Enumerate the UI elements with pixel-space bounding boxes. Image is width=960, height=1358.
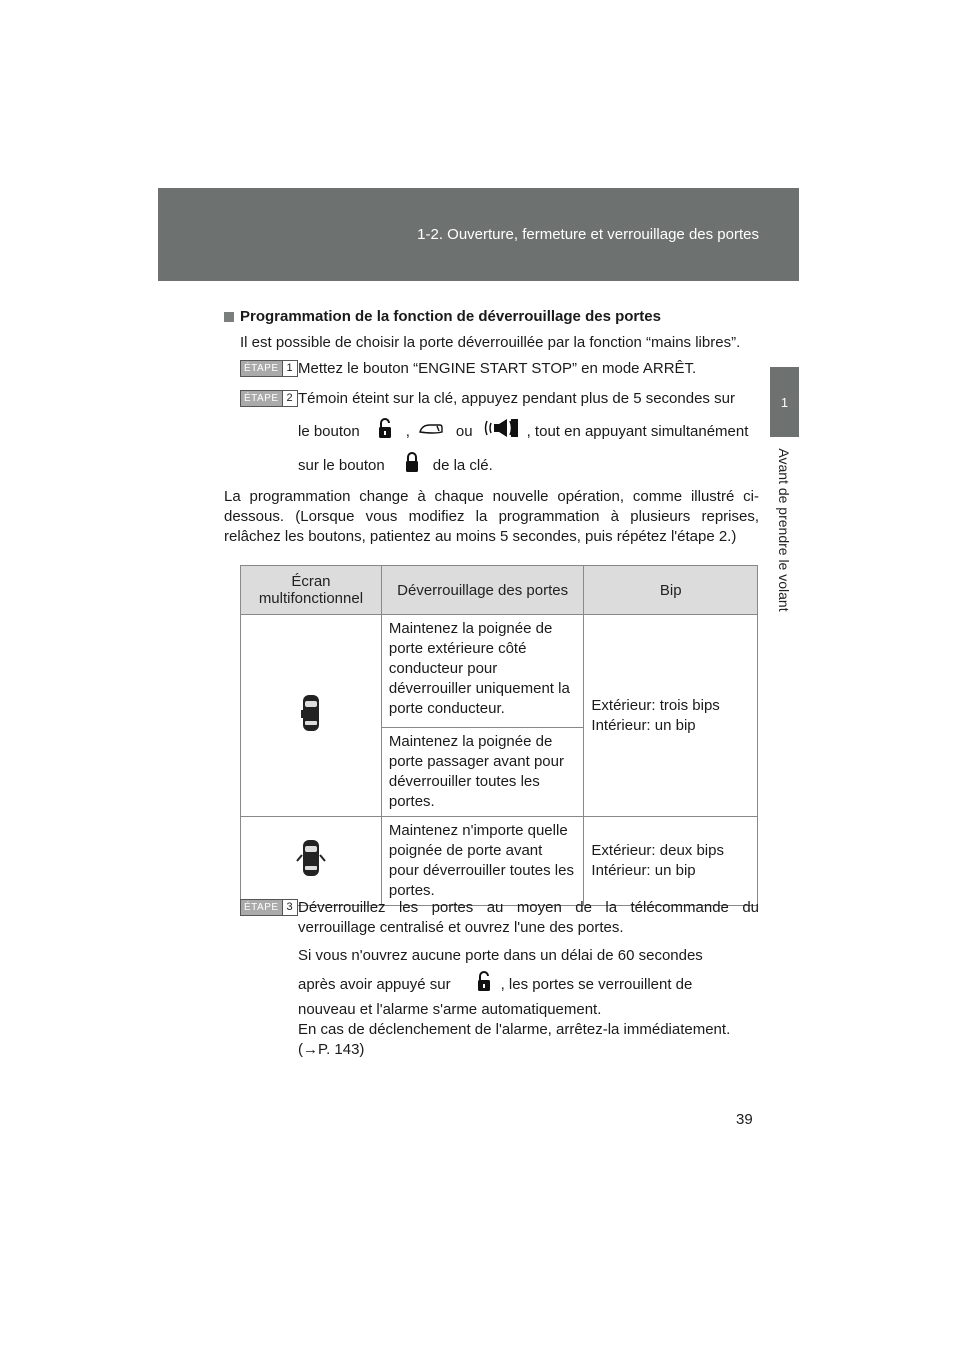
step-badge: ÉTAPE 2 [240, 390, 298, 407]
bip-cell: Extérieur: deux bips Intérieur: un bip [584, 817, 758, 906]
table-header-row [241, 566, 758, 615]
display-cell [241, 615, 382, 817]
table-row [241, 615, 758, 728]
step-1 [224, 359, 759, 379]
step-3-note-b: après avoir appuyé sur , les portes se verrouillent de [298, 970, 759, 1000]
step-text: Témoin éteint sur la clé, appuyez pendant plus de 5 secondes sur [298, 390, 735, 407]
table-header: Écran multifonctionnel [241, 566, 382, 615]
section-intro: Il est possible de choisir la porte déverrouillée par la fonction “mains libres”. [240, 334, 741, 351]
table-header: Bip [584, 566, 758, 615]
step-2-line3: sur le bouton de la clé. [298, 451, 759, 481]
step-text: Mettez le bouton “ENGINE START STOP” en mode ARRÊT. [298, 360, 697, 377]
unlock-icon [477, 970, 491, 1000]
section-title [224, 308, 759, 325]
step-2-line2: le bouton , ou , tout en appuyant simultanément [298, 417, 759, 447]
door-cell: Maintenez la poignée de porte passager avant pour déverrouiller toutes les portes. [381, 728, 584, 817]
table-row [241, 817, 758, 906]
header-bar [158, 188, 799, 281]
step-3-note-e: (→P. 143) [298, 1041, 365, 1058]
bip-cell: Extérieur: trois bips Intérieur: un bip [584, 615, 758, 817]
program-note: La programmation change à chaque nouvelle opération, comme illustré ci-dessous. (Lorsque vous modifiez la programmation à plusieurs reprises, relâchez les boutons, patientez au moins 5 secondes, puis répétez l'étape 2.) [224, 488, 759, 545]
lock-icon [405, 451, 419, 481]
trunk-icon [418, 420, 444, 444]
header-title: 1-2. Ouverture, fermeture et verrouillage des portes [417, 226, 759, 243]
step-3-block [224, 898, 759, 1060]
step-3-note-a: Si vous n'ouvrez aucune porte dans un délai de 60 secondes [298, 947, 703, 964]
main-content [224, 300, 759, 547]
step-text: Déverrouillez les portes au moyen de la télécommande du verrouillage centralisé et ouvrez l'une des portes. [298, 899, 759, 936]
chapter-tab [770, 367, 799, 437]
table-header: Déverrouillage des portes [381, 566, 584, 615]
display-cell [241, 817, 382, 906]
bullet-square-icon [224, 312, 234, 322]
programming-table [240, 565, 758, 906]
panic-alarm-icon [483, 417, 519, 447]
unlock-icon [378, 417, 392, 447]
chapter-label: Avant de prendre le volant [776, 448, 792, 612]
step-3-note-d: En cas de déclenchement de l'alarme, arrêtez-la immédiatement. [298, 1021, 731, 1038]
all-doors-car-icon [296, 865, 326, 882]
section-title-text: Programmation de la fonction de déverrouillage des portes [240, 308, 661, 325]
door-cell: Maintenez la poignée de porte extérieure côté conducteur pour déverrouiller uniquement la porte conducteur. [381, 615, 584, 728]
chapter-number: 1 [780, 394, 789, 410]
step-3 [224, 898, 759, 1060]
step-badge: ÉTAPE 3 [240, 899, 298, 916]
driver-door-car-icon [301, 720, 321, 737]
step-badge: ÉTAPE 1 [240, 360, 298, 377]
step-2 [224, 389, 759, 481]
door-cell: Maintenez n'importe quelle poignée de porte avant pour déverrouiller toutes les portes. [381, 817, 584, 906]
page-number: 39 [736, 1111, 753, 1128]
step-3-note-c: nouveau et l'alarme s'arme automatiquement. [298, 1001, 602, 1018]
